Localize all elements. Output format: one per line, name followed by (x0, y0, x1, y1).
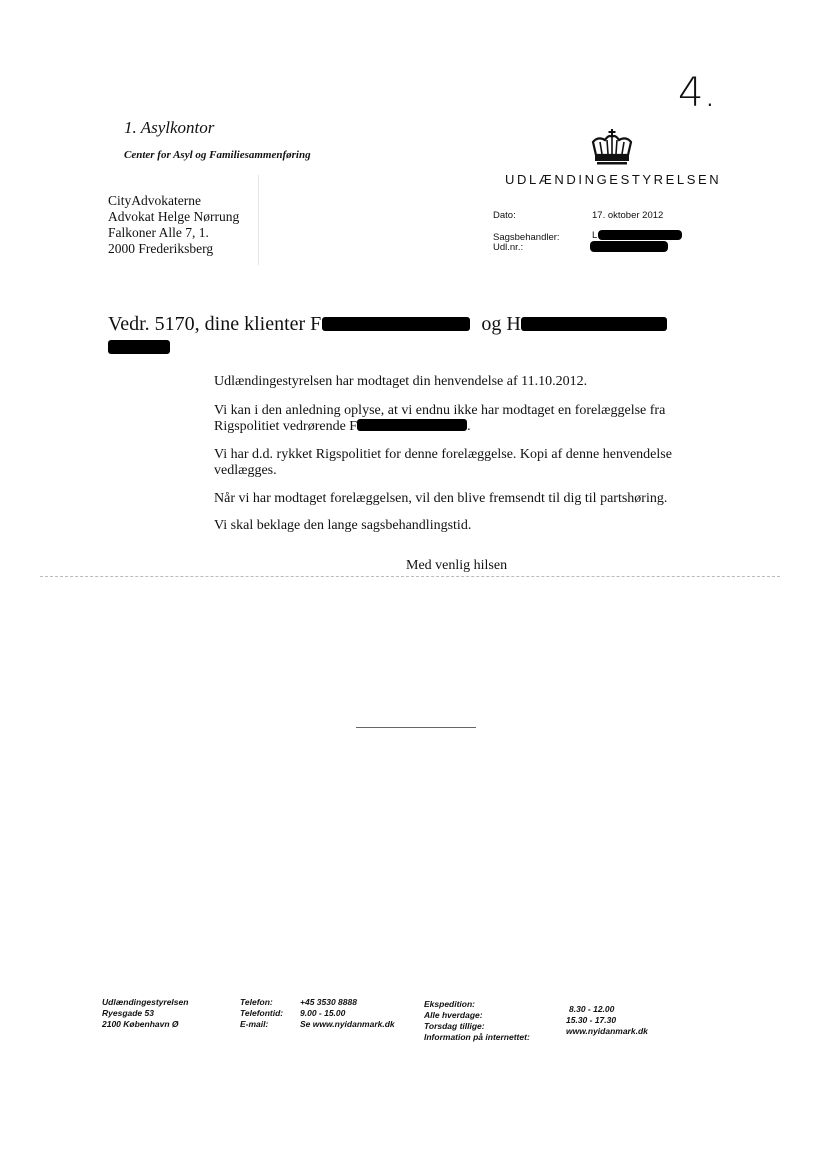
udlnr-label: Udl.nr.: (493, 242, 524, 253)
subject-prefix: Vedr. 5170, dine klienter F (108, 313, 322, 335)
crown-icon (588, 128, 636, 166)
footer-hours-values (566, 1004, 648, 1037)
footer-line: 15.30 - 17.30 (566, 1015, 617, 1025)
footer-line: www.nyidanmark.dk (566, 1026, 648, 1036)
footer-hours-labels (424, 999, 530, 1043)
footer-address (102, 997, 188, 1030)
body-text: . (467, 419, 471, 434)
page-number: 4. (678, 70, 717, 116)
footer-line: 2100 København Ø (102, 1019, 179, 1029)
redaction-bar (590, 241, 668, 252)
redaction-bar (521, 317, 667, 331)
recipient-line: Falkoner Alle 7, 1. (108, 225, 209, 240)
redaction-bar (357, 419, 467, 431)
footer-line: Information på internettet: (424, 1032, 530, 1042)
footer-line: 8.30 - 12.00 (569, 1004, 615, 1014)
date-label: Dato: (493, 210, 516, 221)
recipient-line: 2000 Frederiksberg (108, 241, 214, 256)
recipient-line: Advokat Helge Nørrung (108, 209, 240, 224)
footer-line: Se www.nyidanmark.dk (300, 1019, 395, 1029)
scan-artifact-line (40, 576, 780, 577)
footer-line: Udlændingestyrelsen (102, 997, 189, 1007)
agency-name: UDLÆNDINGESTYRELSEN (505, 172, 722, 187)
footer-line: Ryesgade 53 (102, 1008, 154, 1018)
footer-line: +45 3530 8888 (300, 997, 357, 1007)
caseworker-prefix: L (592, 230, 598, 241)
sender-center: Center for Asyl og Familiesammenføring (124, 149, 311, 161)
body-line: Vi kan i den anledning oplyse, at vi endnu ikke har modtaget en forelæggelse fra (214, 403, 666, 418)
redaction-bar (322, 317, 470, 331)
date-value: 17. oktober 2012 (592, 210, 664, 221)
body-paragraph (214, 403, 714, 435)
caseworker-label: Sagsbehandler: (493, 232, 560, 243)
footer-line: Telefontid: (240, 1008, 284, 1018)
footer-line: Alle hverdage: (424, 1010, 483, 1020)
signature-line (356, 727, 476, 728)
subject-line (108, 313, 667, 336)
redaction-bar (108, 340, 170, 354)
redaction-bar (598, 230, 682, 240)
footer-line: 9.00 - 15.00 (300, 1008, 346, 1018)
footer-line: Telefon: (240, 997, 273, 1007)
body-paragraph: Vi skal beklage den lange sagsbehandlingstid. (214, 518, 472, 533)
recipient-address (108, 193, 239, 257)
body-paragraph: Vi har d.d. rykket Rigspolitiet for denne forelæggelse. Kopi af denne henvendelse vedlægges. (214, 447, 672, 478)
footer-contact-labels (240, 997, 283, 1030)
fold-line (258, 175, 259, 265)
body-text: Rigspolitiet vedrørende F (214, 419, 358, 434)
footer-line: Ekspedition: (424, 999, 476, 1009)
sender-office: 1. Asylkontor (124, 118, 215, 137)
body-paragraph: Udlændingestyrelsen har modtaget din henvendelse af 11.10.2012. (214, 374, 588, 389)
subject-connector: og H (481, 313, 521, 335)
footer-line: E-mail: (240, 1019, 269, 1029)
recipient-line: CityAdvokaterne (108, 193, 201, 208)
body-paragraph: Når vi har modtaget forelæggelsen, vil den blive fremsendt til dig til partshøring. (214, 491, 668, 506)
signoff: Med venlig hilsen (406, 558, 508, 573)
body-line (214, 419, 714, 435)
footer-contact-values (300, 997, 395, 1030)
footer-line: Torsdag tillige: (424, 1021, 485, 1031)
